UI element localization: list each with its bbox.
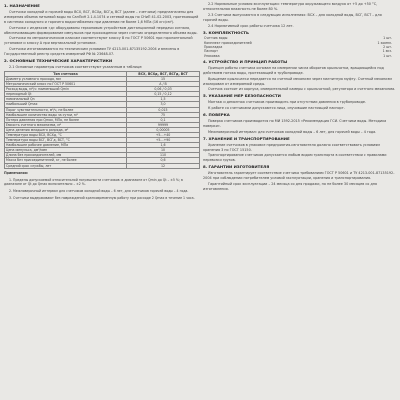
spec-value: 0,6 (127, 158, 200, 163)
section-2-para: 2.4 Нормативный срок работы счетчика 12 лет. (208, 23, 294, 28)
spec-value: 0,015 (127, 107, 200, 112)
spec-label: Цена деления младшего разряда, м³ (5, 127, 127, 132)
spec-label: Наибольшее количество воды за сутки, м³ (5, 112, 127, 117)
comp-item: Упаковка (204, 53, 220, 58)
section-1-title: 1. НАЗНАЧЕНИЕ (4, 3, 40, 8)
spec-label: Расход воды, м³/ч: наименьший Qmin (5, 87, 127, 92)
section-4-para: Вращение крыльчатки передается на счетный механизм через магнитную муфту. Счетный механизм изолирован от измеряемой среды. (203, 76, 392, 86)
section-5-para: К работе со счетчиками допускаются лица, изучившие настоящий паспорт. (208, 106, 345, 111)
comp-item: Паспорт (204, 49, 219, 54)
spec-value: 99999 (127, 122, 200, 127)
left-column (4, 2, 200, 201)
right-column (203, 2, 396, 193)
spec-value: 1,5 (127, 97, 200, 102)
spec-table (4, 71, 200, 169)
comp-qty: 1 шт. (383, 36, 392, 41)
table-row (5, 163, 200, 168)
spec-label: Емкость счетного механизма, м³ (5, 122, 127, 127)
spec-value: +5…+40 (127, 133, 200, 138)
table-row (203, 54, 393, 58)
section-4-title: 4. УСТРОЙСТВО И ПРИНЦИП РАБОТЫ (203, 58, 288, 64)
note-item: 3. Счетчики выдерживают без повреждений кратковременную работу при расходе 2 Qmax в течение 1 часа. (9, 196, 195, 201)
spec-label: Температура воды ВСХ, ВСХд, °С (5, 133, 127, 138)
section-4-para: Принцип работы счетчика основан на измерении числа оборотов крыльчатки, вращающейся под действием потока воды, протекающей в трубопроводе. (203, 65, 384, 75)
comp-qty: 1 экз. (382, 49, 392, 54)
section-8-para: Гарантийный срок эксплуатации – 24 месяца со дня продажи, но не более 30 месяцев со дня изготовления. (203, 181, 377, 191)
section-1-para: Счетчики холодной и горячей воды ВСХ, ВСГ, ВСХд, ВСГд, ВСТ (далее – счетчики) предназначены для измерения объема питьевой воды по СанПиН 2.1.4.1074 и сетевой воды по СНиП 41-02-2003, протекающей в системах холодного и горячего водоснабжения при давлении не более 1,6 МПа (16 кгс/см²). (4, 9, 199, 24)
spec-header-cell: Тип счетчика (5, 71, 127, 76)
spec-label: Потеря давления при Qmax, МПа, не более (5, 117, 127, 122)
spec-header-cell: ВСХ, ВСХд, ВСГ, ВСГд, ВСТ (127, 71, 200, 76)
spec-label: номинальный Qn (5, 97, 127, 102)
spec-value: 0,06 / 0,03 (127, 87, 200, 92)
section-2-title: 2. ОСНОВНЫЕ ТЕХНИЧЕСКИЕ ХАРАКТЕРИСТИКИ (4, 58, 113, 64)
section-8-para: Изготовитель гарантирует соответствие счетчика требованиям ГОСТ Р 50601 и ТУ 4213-001-87135192-2004 при соблюдении потребителем условий эксплуатации, хранения и транспортирования. (203, 171, 395, 181)
spec-value: 0,00005 (127, 127, 200, 132)
comp-qty: 2 шт. (383, 45, 392, 50)
spec-label: Длина без присоединителей, мм (5, 153, 127, 158)
spec-value: 10 (127, 148, 200, 153)
spec-value: 3,0 (127, 102, 200, 107)
spec-value: А / В (127, 82, 200, 87)
comp-qty: 1 шт. (383, 53, 392, 58)
comp-item: Счетчик воды (204, 36, 228, 41)
note-item: 1. Пределы допускаемой относительной погрешности счетчиков: в диапазоне от Qmin до Qt – ±5 %; в диапазоне от Qt до Qmax включительно – ±2 %. (4, 177, 183, 187)
spec-label: Масса без присоединителей, кг, не более (5, 158, 127, 163)
spec-value: 0,1 (127, 117, 200, 122)
section-7-para: Транспортирование счетчиков допускается любым видом транспорта в соответствии с правилами перевозки грузов. (203, 153, 387, 163)
section-6-para: Поверка счетчиков производится по МИ 1592-2015 «Рекомендация ГСИ. Счетчики воды. Методика поверки». (203, 118, 387, 128)
section-6-title: 6. ПОВЕРКА (203, 112, 230, 118)
section-1-para: Счетчики по метрологическим классам соответствуют классу В по ГОСТ Р 50601 при горизонтальной установке и классу А при вертикальной установке. (4, 36, 193, 46)
section-7-title: 7. ХРАНЕНИЕ И ТРАНСПОРТИРОВАНИЕ (203, 135, 290, 141)
spec-value: 0,15 / 0,12 (127, 92, 200, 97)
section-5-para: Монтаж и демонтаж счетчиков производить при отсутствии давления в трубопроводе. (208, 100, 367, 105)
spec-value: 75 (127, 112, 200, 117)
section-6-para: Межповерочный интервал: для счетчиков холодной воды – 6 лет, для горячей воды – 4 года. (208, 129, 377, 134)
section-1-para: Счетчики с индексом «д» оборудованы герконовым устройством дистанционной передачи сигнала, обеспечивающим формирование импульсов при прохождении через счетчик определенного объема воды. (4, 25, 198, 35)
spec-label: Метрологический класс по ГОСТ Р 50601 (5, 82, 127, 87)
spec-label: Наибольшее рабочее давление, МПа (5, 143, 127, 148)
comp-qty: 1 компл. (377, 40, 392, 45)
spec-value: 12 (127, 163, 200, 168)
section-5-title: 5. УКАЗАНИЕ МЕР БЕЗОПАСНОСТИ (203, 93, 281, 99)
spec-label: Температура воды ВСГ, ВСГд, ВСТ, °С (5, 138, 127, 143)
notes-title: Примечания: (4, 170, 29, 175)
section-3-title: 3. КОМПЛЕКТНОСТЬ (203, 29, 249, 35)
comp-item: Прокладка (204, 45, 223, 50)
spec-label: Порог чувствительности, м³/ч, не более (5, 107, 127, 112)
spec-label: Цена импульса, дм³/имп (5, 148, 127, 153)
spec-value: +5…+90 (127, 138, 200, 143)
note-item: 2. Межповерочный интервал для счетчиков холодной воды – 6 лет, для счетчиков горячей воды – 4 года. (9, 189, 189, 194)
completeness-table (203, 36, 393, 57)
section-4-para: Счетчик состоит из корпуса, измерительной камеры с крыльчаткой, регулятора и счетного механизма. (208, 87, 396, 92)
section-8-title: 8. ГАРАНТИИ ИЗГОТОВИТЕЛЯ (203, 164, 270, 170)
section-1-para: Счетчики изготавливаются по техническим условиям ТУ 4213-001-87135192-2004 и внесены в Государственный реестр средств измерений РФ № 23648-07. (4, 47, 180, 57)
spec-label: наибольший Qmax (5, 102, 127, 107)
section-2-para: 2.2 Нормальные условия эксплуатации: температура окружающего воздуха от +5 до +50 °С, относительная влажность не более 80 %. (203, 2, 378, 11)
spec-value: 15 (127, 76, 200, 81)
spec-label: Средний срок службы, лет (5, 163, 127, 168)
spec-value: 1,6 (127, 143, 200, 148)
section-7-para: Хранение счетчиков в упаковке предприятия-изготовителя должно соответствовать условиям хранения 3 по ГОСТ 15150. (203, 142, 380, 152)
section-2-intro: 2.1 Основные параметры счетчиков соответствуют указанным в таблице: (9, 64, 143, 69)
spec-label: Диаметр условного прохода, мм (5, 76, 127, 81)
spec-value: 110 (127, 153, 200, 158)
spec-label: переходный Qt (5, 92, 127, 97)
comp-item: Комплект присоединителей (204, 40, 252, 45)
section-2-para: 2.3 Счетчики выпускаются в следующих исполнениях: ВСХ – для холодной воды, ВСГ, ВСТ – для горячей воды. (203, 12, 382, 22)
